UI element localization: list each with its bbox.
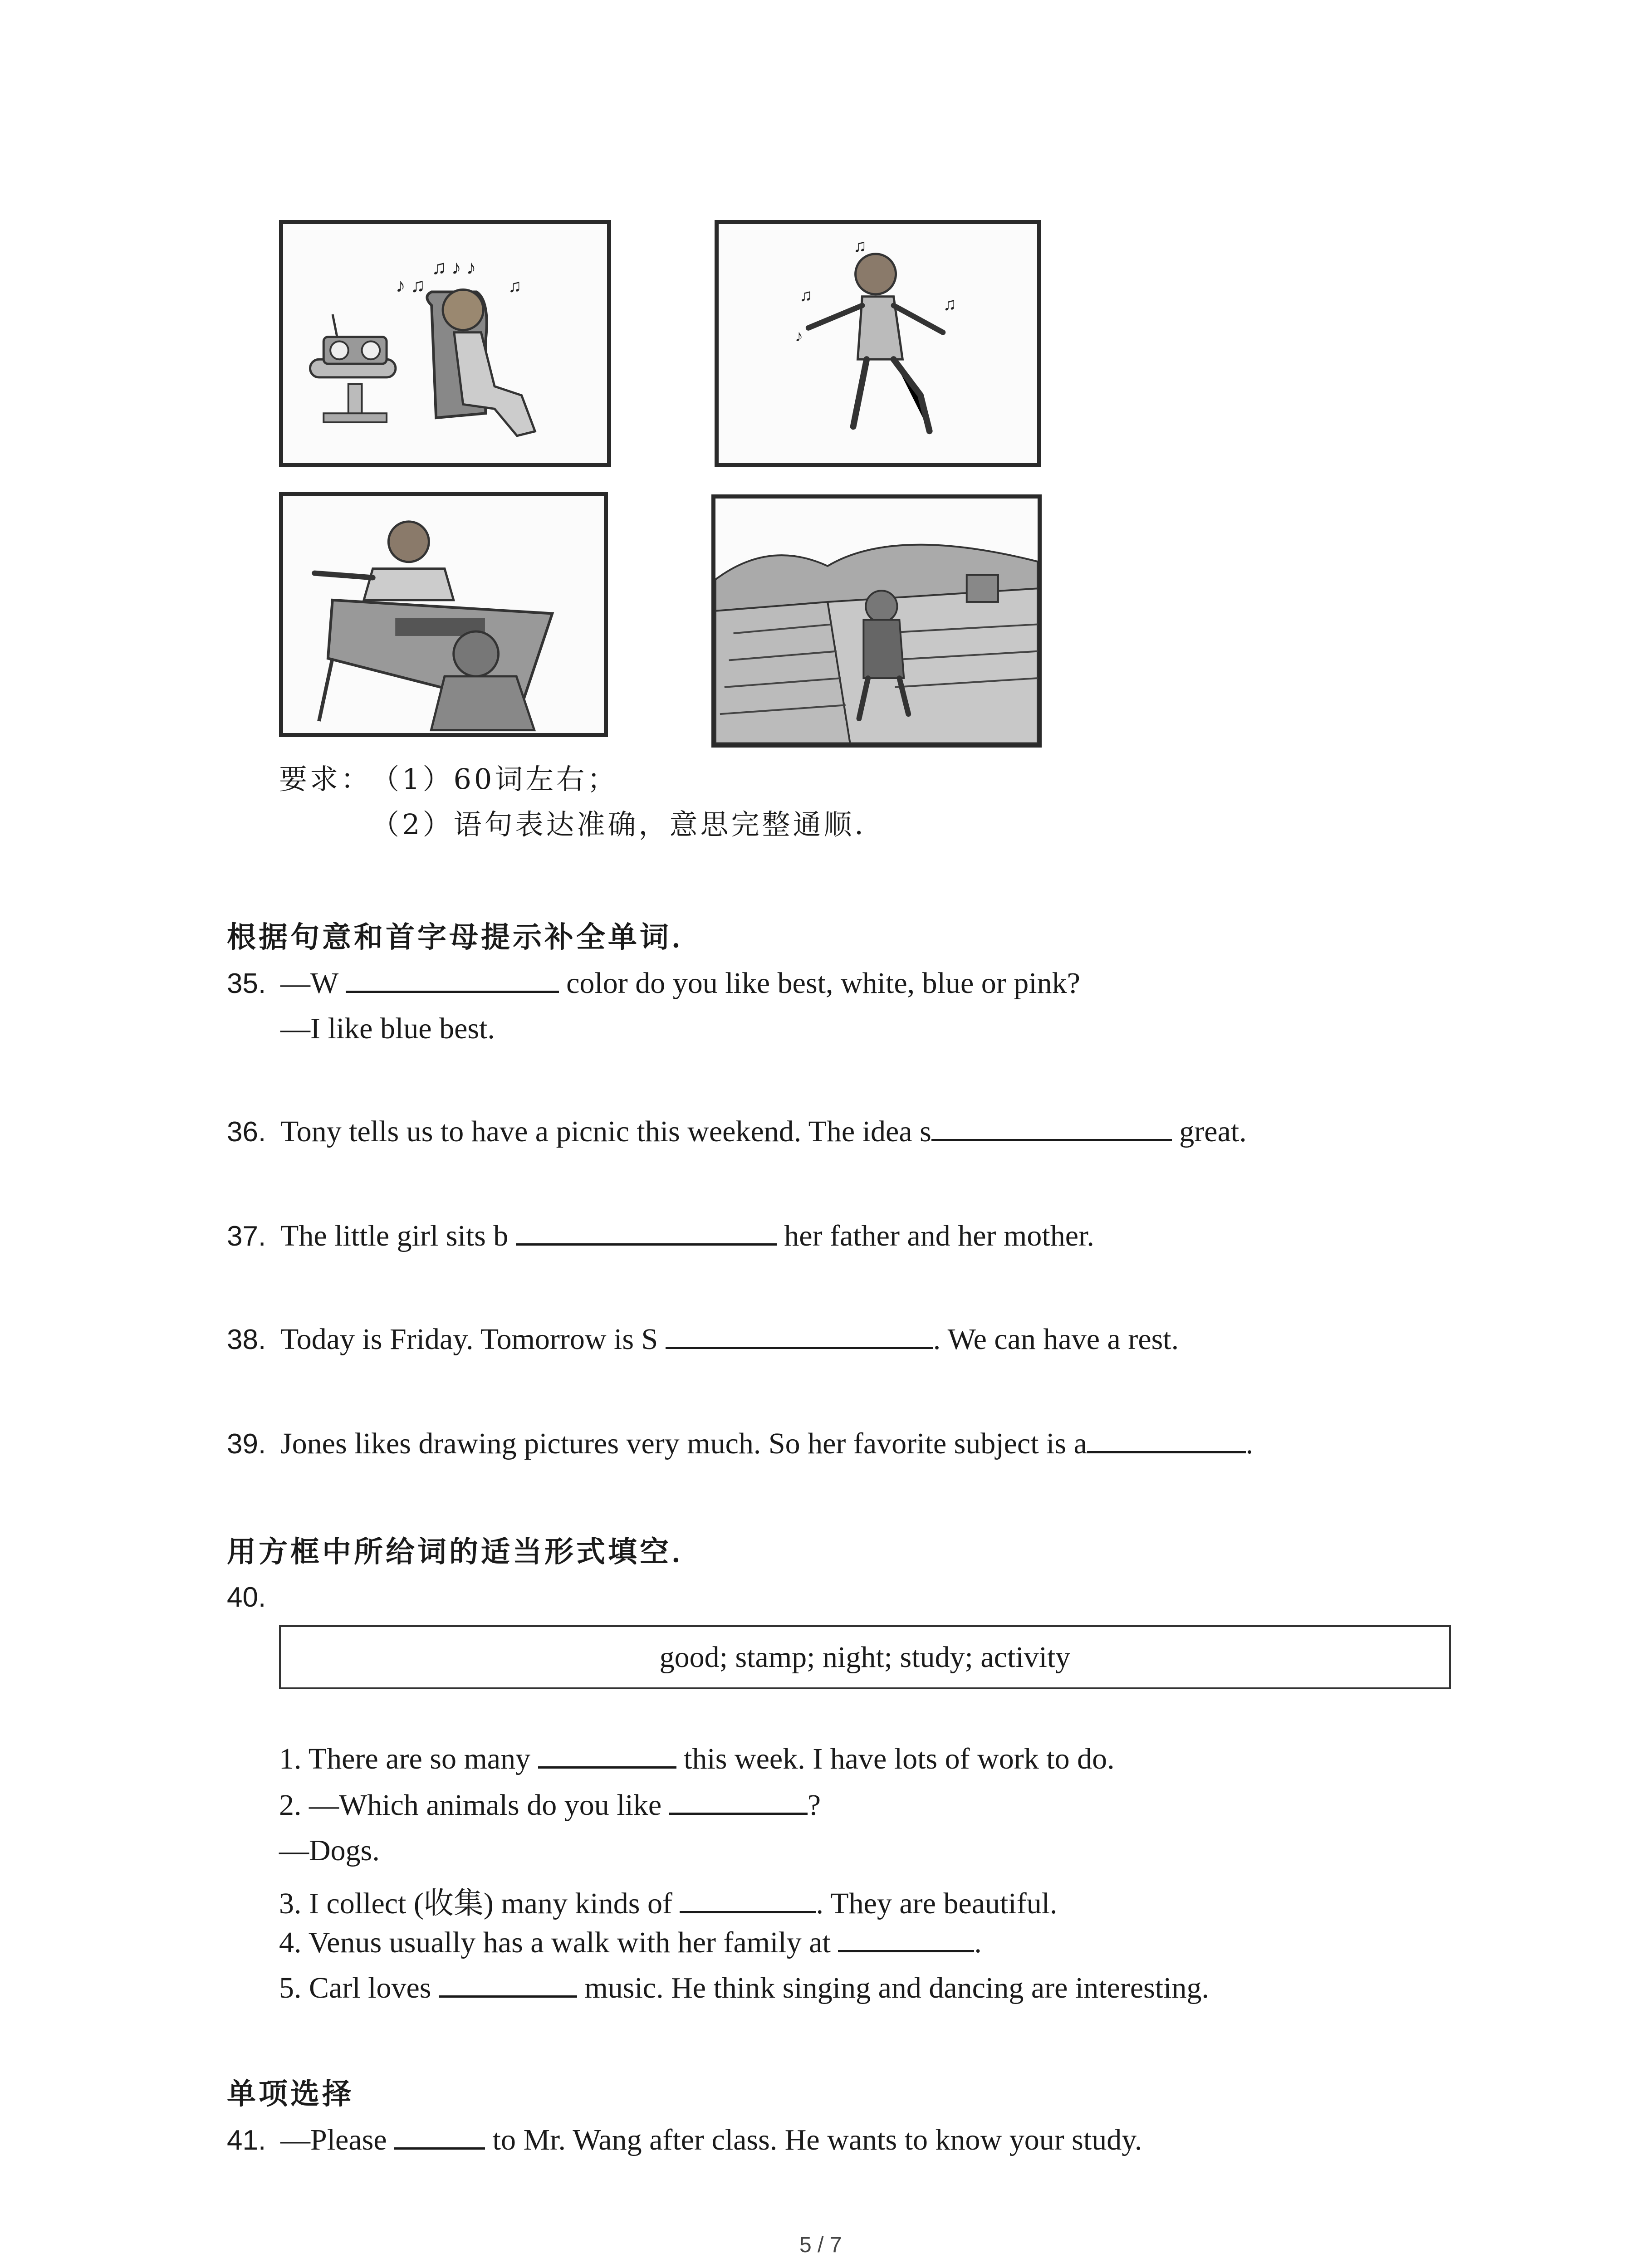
item-text-before: 3. I collect (收集) many kinds of [279, 1887, 672, 1920]
svg-text:♫: ♫ [853, 235, 867, 256]
answer-blank[interactable] [538, 1741, 676, 1769]
question-number: 40. [227, 1582, 266, 1613]
requirement-item-2: （2）语句表达准确，意思完整通顺． [371, 808, 886, 841]
answer-blank[interactable] [931, 1114, 1172, 1141]
picture-great-wall [711, 494, 1042, 748]
requirements-label: 要求： [279, 763, 372, 796]
svg-text:♪ ♫: ♪ ♫ [395, 274, 426, 297]
word-bank-words: good; stamp; night; study; activity [659, 1640, 1071, 1674]
picture-playing-piano [279, 492, 608, 737]
item-text-before: 5. Carl loves [279, 1971, 431, 2004]
question-text-after: . [1245, 1427, 1254, 1460]
item-text-before: 2. —Which animals do you like [279, 1789, 662, 1822]
answer-blank[interactable] [346, 965, 559, 993]
question-text-after: color do you like best, white, blue or pink? [566, 967, 1080, 1000]
question-38 [227, 1321, 1179, 1357]
question-36 [227, 1114, 1247, 1149]
item-text-after: music. He think singing and dancing are interesting. [584, 1971, 1209, 2004]
word-box-item-2 [279, 1787, 821, 1823]
question-number: 38. [227, 1324, 266, 1355]
question-35 [227, 965, 1080, 1001]
question-text-after: great. [1179, 1115, 1247, 1148]
item-text-before: 4. Venus usually has a walk with her family at [279, 1926, 831, 1959]
question-text-after: her father and her mother. [784, 1219, 1094, 1252]
question-text-after: to Mr. Wang after class. He wants to know your study. [492, 2123, 1142, 2156]
picture-dancing-girl [715, 220, 1041, 467]
question-text-before: Tony tells us to have a picnic this weekend. The idea s [280, 1115, 931, 1148]
question-number: 37. [227, 1221, 266, 1252]
answer-blank[interactable] [1087, 1426, 1246, 1453]
question-number: 41. [227, 2125, 266, 2156]
word-box-item-4 [279, 1925, 982, 1960]
word-box-item-3 [279, 1879, 1058, 1922]
word-box-item-5 [279, 1970, 1209, 2005]
answer-blank[interactable] [666, 1321, 933, 1349]
answer-blank[interactable] [439, 1970, 577, 1998]
item-text-after: ? [807, 1789, 821, 1822]
question-39 [227, 1426, 1253, 1461]
word-box-item-2-reply: —Dogs. [279, 1834, 380, 1867]
question-number: 36. [227, 1116, 266, 1148]
word-box-item-1 [279, 1741, 1115, 1776]
section-title-word-box: 用方框中所给词的适当形式填空． [227, 1535, 703, 1569]
svg-text:♫: ♫ [943, 294, 957, 314]
item-text-after: . [974, 1926, 982, 1959]
answer-blank[interactable] [669, 1787, 808, 1815]
svg-text:♪: ♪ [795, 327, 803, 345]
question-text-before: —Please [280, 2123, 387, 2156]
question-text-before: The little girl sits b [280, 1219, 509, 1252]
word-bank-box [279, 1625, 1451, 1689]
question-35-reply: —I like blue best. [280, 1012, 495, 1045]
svg-text:♫: ♫ [799, 286, 813, 305]
svg-text:♫: ♫ [508, 276, 522, 296]
question-number: 39. [227, 1428, 266, 1460]
answer-blank[interactable] [680, 1886, 816, 1913]
requirement-item-1: （1）60词左右； [371, 763, 618, 796]
question-text-before: Today is Friday. Tomorrow is S [280, 1323, 658, 1356]
page-number: 5 / 7 [799, 2233, 842, 2257]
svg-text:♫ ♪ ♪: ♫ ♪ ♪ [431, 256, 476, 279]
item-text-before: 1. There are so many [279, 1742, 531, 1775]
answer-blank[interactable] [838, 1925, 974, 1952]
question-text-after: . We can have a rest. [933, 1323, 1179, 1356]
question-text-before: —W [280, 967, 338, 1000]
question-41 [227, 2122, 1142, 2157]
item-text-after: . They are beautiful. [816, 1887, 1058, 1920]
question-text-before: Jones likes drawing pictures very much. So her favorite subject is a [280, 1427, 1087, 1460]
question-number: 35. [227, 968, 266, 999]
picture-listening-music [279, 220, 611, 467]
section-title-single-choice: 单项选择 [227, 2077, 354, 2111]
section-title-fill-letter: 根据句意和首字母提示补全单词． [227, 920, 703, 954]
answer-blank[interactable] [516, 1218, 777, 1246]
item-text-after: this week. I have lots of work to do. [684, 1742, 1115, 1775]
answer-blank[interactable] [394, 2122, 485, 2150]
question-37 [227, 1218, 1094, 1253]
question-40-number [227, 1580, 280, 1614]
